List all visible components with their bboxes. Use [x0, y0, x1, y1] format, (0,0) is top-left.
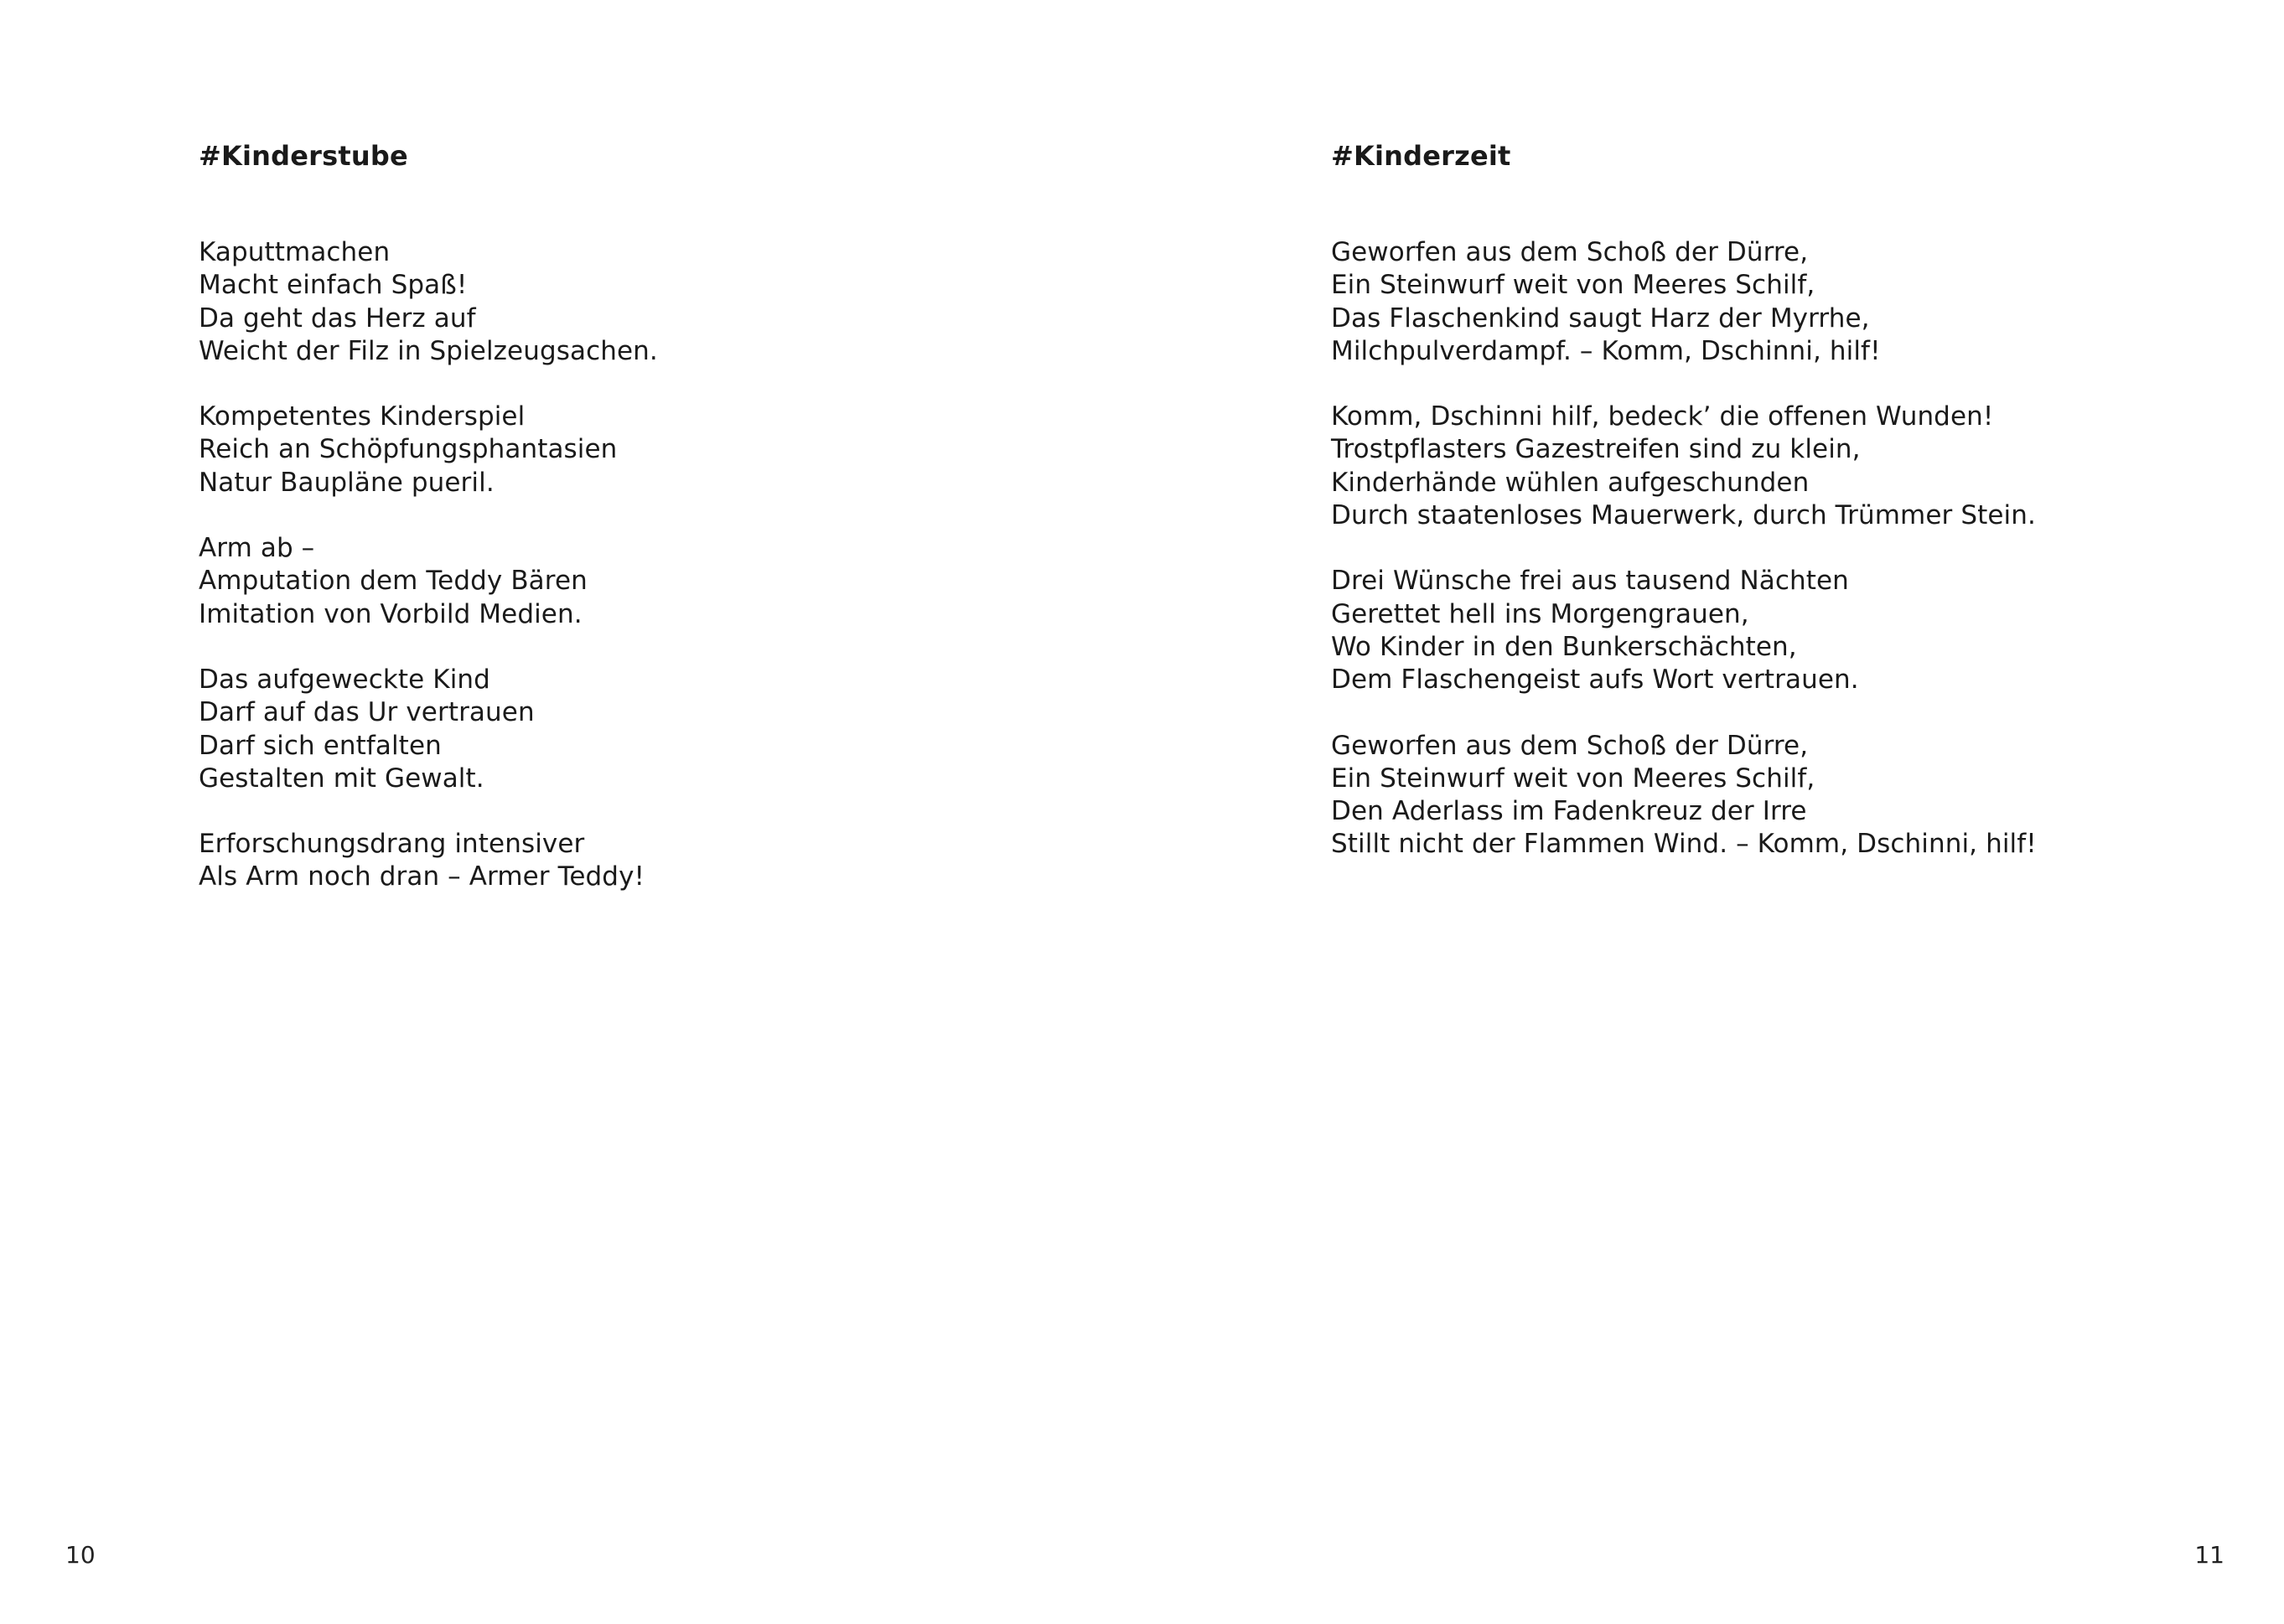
stanza [199, 236, 658, 368]
poem-line: Als Arm noch dran – Armer Teddy! [199, 861, 645, 892]
poem-line: Durch staatenloses Mauerwerk, durch Trümmer Stein. [1331, 500, 2036, 531]
stanza [199, 828, 658, 894]
poem-line: Erforschungsdrang intensiver [199, 829, 585, 860]
poem-line: Arm ab – [199, 533, 315, 564]
poem-line: Darf sich entfalten [199, 730, 442, 761]
poem-title: #Kinderstube [199, 140, 408, 172]
poem-line: Milchpulverdampf. – Komm, Dschinni, hilf! [1331, 335, 1881, 366]
poem-line: Ein Steinwurf weit von Meeres Schilf, [1331, 270, 1815, 301]
poem-line: Das aufgeweckte Kind [199, 664, 490, 695]
poem-line: Weicht der Filz in Spielzeugsachen. [199, 335, 658, 366]
stanza [199, 664, 658, 795]
poem-line: Trostpflasters Gazestreifen sind zu klein, [1331, 434, 1861, 465]
stanza [1331, 565, 2037, 696]
poem-kinderstube [199, 139, 658, 927]
stanza [199, 401, 658, 499]
poem-kinderzeit [1331, 139, 2037, 894]
poem-line: Gerettet hell ins Morgengrauen, [1331, 598, 1749, 629]
poem-line: Reich an Schöpfungsphantasien [199, 434, 618, 465]
poem-line: Darf auf das Ur vertrauen [199, 697, 535, 728]
stanza [1331, 401, 2037, 532]
poem-line: Imitation von Vorbild Medien. [199, 598, 583, 629]
poem-line: Gestalten mit Gewalt. [199, 763, 484, 794]
stanza [1331, 730, 2037, 861]
poem-line: Da geht das Herz auf [199, 303, 476, 334]
poem-line: Geworfen aus dem Schoß der Dürre, [1331, 237, 1809, 267]
poem-line: Stillt nicht der Flammen Wind. – Komm, Dschinni, hilf! [1331, 829, 2037, 860]
poem-line: Kaputtmachen [199, 237, 391, 267]
poem-line: Amputation dem Teddy Bären [199, 566, 588, 597]
stanza [1331, 236, 2037, 368]
poem-line: Macht einfach Spaß! [199, 270, 468, 301]
poem-line: Ein Steinwurf weit von Meeres Schilf, [1331, 763, 1815, 794]
poem-line: Geworfen aus dem Schoß der Dürre, [1331, 730, 1809, 761]
poem-line: Wo Kinder in den Bunkerschächten, [1331, 631, 1797, 662]
right-page [1142, 0, 2284, 1624]
poem-line: Den Aderlass im Fadenkreuz der Irre [1331, 796, 1807, 827]
poem-line: Dem Flaschengeist aufs Wort vertrauen. [1331, 665, 1859, 696]
poem-line: Natur Baupläne pueril. [199, 467, 495, 498]
poem-line: Kinderhände wühlen aufgeschunden [1331, 467, 1810, 498]
poem-line: Drei Wünsche frei aus tausend Nächten [1331, 566, 1849, 597]
stanza [199, 532, 658, 631]
poem-title: #Kinderzeit [1331, 140, 1511, 172]
poem-line: Das Flaschenkind saugt Harz der Myrrhe, [1331, 303, 1870, 334]
page-number: 10 [65, 1541, 96, 1569]
poem-line: Kompetentes Kinderspiel [199, 401, 526, 432]
poem-line: Komm, Dschinni hilf, bedeck’ die offenen Wunden! [1331, 401, 1994, 432]
page-number: 11 [2194, 1541, 2224, 1569]
